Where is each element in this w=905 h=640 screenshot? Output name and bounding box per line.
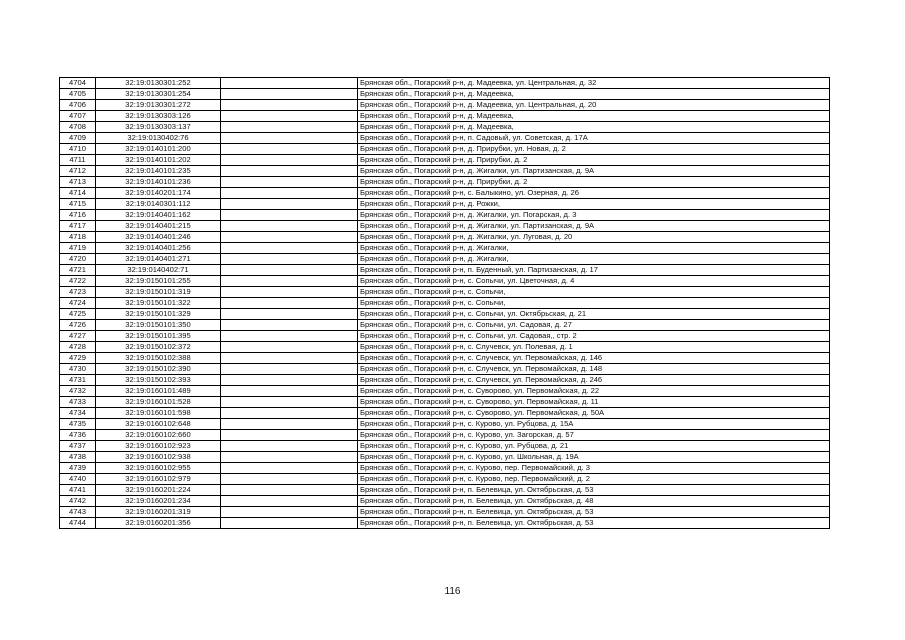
empty-cell — [221, 166, 358, 177]
address-cell: Брянская обл., Погарский р-н, с. Курово, пер. Первомайский, д. 2 — [358, 474, 830, 485]
address-cell: Брянская обл., Погарский р-н, д. Прирубки, д. 2 — [358, 177, 830, 188]
table-row — [60, 254, 830, 265]
table-row — [60, 386, 830, 397]
table-row — [60, 265, 830, 276]
address-cell: Брянская обл., Погарский р-н, с. Курово, ул. Рубцова, д. 21 — [358, 441, 830, 452]
table-row — [60, 243, 830, 254]
cadastral-number-cell: 32:19:0140301:112 — [96, 199, 221, 210]
cadastral-number-cell: 32:19:0160102:938 — [96, 452, 221, 463]
address-cell: Брянская обл., Погарский р-н, с. Курово, ул. Загорская, д. 57 — [358, 430, 830, 441]
table-row — [60, 353, 830, 364]
empty-cell — [221, 232, 358, 243]
address-cell: Брянская обл., Погарский р-н, д. Мадеевка, ул. Центральная, д. 32 — [358, 78, 830, 89]
table-row — [60, 452, 830, 463]
empty-cell — [221, 397, 358, 408]
address-cell: Брянская обл., Погарский р-н, с. Курово, пер. Первомайский, д. 3 — [358, 463, 830, 474]
empty-cell — [221, 133, 358, 144]
table-row — [60, 408, 830, 419]
cadastral-number-cell: 32:19:0130301:252 — [96, 78, 221, 89]
row-number-cell: 4727 — [60, 331, 96, 342]
empty-cell — [221, 463, 358, 474]
address-cell: Брянская обл., Погарский р-н, д. Мадеевка, ул. Центральная, д. 20 — [358, 100, 830, 111]
table-row — [60, 463, 830, 474]
table-row — [60, 518, 830, 529]
row-number-cell: 4717 — [60, 221, 96, 232]
address-cell: Брянская обл., Погарский р-н, п. Садовый, ул. Советская, д. 17А — [358, 133, 830, 144]
cadastral-number-cell: 32:19:0150102:388 — [96, 353, 221, 364]
address-cell: Брянская обл., Погарский р-н, д. Рожки, — [358, 199, 830, 210]
empty-cell — [221, 243, 358, 254]
cadastral-number-cell: 32:19:0160102:955 — [96, 463, 221, 474]
empty-cell — [221, 188, 358, 199]
empty-cell — [221, 177, 358, 188]
empty-cell — [221, 265, 358, 276]
cadastral-number-cell: 32:19:0140401:162 — [96, 210, 221, 221]
table-row — [60, 342, 830, 353]
empty-cell — [221, 419, 358, 430]
empty-cell — [221, 221, 358, 232]
row-number-cell: 4714 — [60, 188, 96, 199]
address-cell: Брянская обл., Погарский р-н, п. Белевица, ул. Октябрьская, д. 48 — [358, 496, 830, 507]
empty-cell — [221, 496, 358, 507]
cadastral-number-cell: 32:19:0160101:528 — [96, 397, 221, 408]
address-cell: Брянская обл., Погарский р-н, с. Случевск, ул. Первомайская, д. 246 — [358, 375, 830, 386]
table-row — [60, 474, 830, 485]
address-cell: Брянская обл., Погарский р-н, д. Мадеевка, — [358, 89, 830, 100]
address-cell: Брянская обл., Погарский р-н, д. Прирубки, ул. Новая, д. 2 — [358, 144, 830, 155]
table-row — [60, 419, 830, 430]
address-cell: Брянская обл., Погарский р-н, д. Жигалки, ул. Партизанская, д. 9А — [358, 166, 830, 177]
row-number-cell: 4738 — [60, 452, 96, 463]
row-number-cell: 4709 — [60, 133, 96, 144]
row-number-cell: 4715 — [60, 199, 96, 210]
row-number-cell: 4732 — [60, 386, 96, 397]
empty-cell — [221, 111, 358, 122]
empty-cell — [221, 485, 358, 496]
cadastral-number-cell: 32:19:0150102:372 — [96, 342, 221, 353]
address-cell: Брянская обл., Погарский р-н, д. Жигалки, — [358, 254, 830, 265]
empty-cell — [221, 430, 358, 441]
address-cell: Брянская обл., Погарский р-н, с. Курово, ул. Школьная, д. 19А — [358, 452, 830, 463]
row-number-cell: 4713 — [60, 177, 96, 188]
page-number: 116 — [444, 586, 461, 597]
table-row — [60, 507, 830, 518]
cadastral-number-cell: 32:19:0160201:356 — [96, 518, 221, 529]
row-number-cell: 4718 — [60, 232, 96, 243]
row-number-cell: 4736 — [60, 430, 96, 441]
address-cell: Брянская обл., Погарский р-н, с. Сопычи, ул. Октябрьская, д. 21 — [358, 309, 830, 320]
empty-cell — [221, 507, 358, 518]
cadastral-number-cell: 32:19:0150101:395 — [96, 331, 221, 342]
row-number-cell: 4740 — [60, 474, 96, 485]
empty-cell — [221, 331, 358, 342]
cadastral-number-cell: 32:19:0140402:71 — [96, 265, 221, 276]
address-cell: Брянская обл., Погарский р-н, д. Жигалки, ул. Партизанская, д. 9А — [358, 221, 830, 232]
cadastral-number-cell: 32:19:0140101:202 — [96, 155, 221, 166]
table-row — [60, 122, 830, 133]
address-cell: Брянская обл., Погарский р-н, с. Суворово, ул. Первомайская, д. 22 — [358, 386, 830, 397]
table-row — [60, 155, 830, 166]
address-cell: Брянская обл., Погарский р-н, с. Случевск, ул. Первомайская, д. 146 — [358, 353, 830, 364]
registry-table-body — [60, 78, 830, 529]
row-number-cell: 4734 — [60, 408, 96, 419]
cadastral-number-cell: 32:19:0140401:215 — [96, 221, 221, 232]
row-number-cell: 4744 — [60, 518, 96, 529]
table-row — [60, 111, 830, 122]
empty-cell — [221, 474, 358, 485]
address-cell: Брянская обл., Погарский р-н, п. Белевица, ул. Октябрьская, д. 53 — [358, 485, 830, 496]
row-number-cell: 4721 — [60, 265, 96, 276]
table-row — [60, 166, 830, 177]
cadastral-number-cell: 32:19:0140101:236 — [96, 177, 221, 188]
table-row — [60, 78, 830, 89]
empty-cell — [221, 298, 358, 309]
row-number-cell: 4729 — [60, 353, 96, 364]
table-row — [60, 485, 830, 496]
cadastral-number-cell: 32:19:0130402:76 — [96, 133, 221, 144]
cadastral-number-cell: 32:19:0140101:235 — [96, 166, 221, 177]
address-cell: Брянская обл., Погарский р-н, д. Прирубки, д. 2 — [358, 155, 830, 166]
cadastral-number-cell: 32:19:0160102:660 — [96, 430, 221, 441]
empty-cell — [221, 78, 358, 89]
cadastral-number-cell: 32:19:0160101:598 — [96, 408, 221, 419]
cadastral-number-cell: 32:19:0160102:648 — [96, 419, 221, 430]
cadastral-number-cell: 32:19:0140101:200 — [96, 144, 221, 155]
row-number-cell: 4724 — [60, 298, 96, 309]
row-number-cell: 4716 — [60, 210, 96, 221]
row-number-cell: 4711 — [60, 155, 96, 166]
table-row — [60, 320, 830, 331]
row-number-cell: 4719 — [60, 243, 96, 254]
address-cell: Брянская обл., Погарский р-н, с. Случевск, ул. Первомайская, д. 148 — [358, 364, 830, 375]
row-number-cell: 4722 — [60, 276, 96, 287]
row-number-cell: 4708 — [60, 122, 96, 133]
address-cell: Брянская обл., Погарский р-н, с. Случевск, ул. Полевая, д. 1 — [358, 342, 830, 353]
cadastral-number-cell: 32:19:0150101:319 — [96, 287, 221, 298]
cadastral-number-cell: 32:19:0150102:393 — [96, 375, 221, 386]
empty-cell — [221, 199, 358, 210]
cadastral-number-cell: 32:19:0150101:322 — [96, 298, 221, 309]
cadastral-number-cell: 32:19:0130303:126 — [96, 111, 221, 122]
empty-cell — [221, 342, 358, 353]
address-cell: Брянская обл., Погарский р-н, с. Сопычи, ул. Садовая, д. 27 — [358, 320, 830, 331]
cadastral-number-cell: 32:19:0130301:272 — [96, 100, 221, 111]
cadastral-number-cell: 32:19:0150101:255 — [96, 276, 221, 287]
address-cell: Брянская обл., Погарский р-н, с. Сопычи, ул. Цветочная, д. 4 — [358, 276, 830, 287]
address-cell: Брянская обл., Погарский р-н, с. Суворово, ул. Первомайская, д. 50А — [358, 408, 830, 419]
cadastral-number-cell: 32:19:0150101:350 — [96, 320, 221, 331]
empty-cell — [221, 408, 358, 419]
address-cell: Брянская обл., Погарский р-н, с. Сопычи, ул. Садовая,, стр. 2 — [358, 331, 830, 342]
table-row — [60, 397, 830, 408]
address-cell: Брянская обл., Погарский р-н, п. Белевица, ул. Октябрьская, д. 53 — [358, 507, 830, 518]
cadastral-number-cell: 32:19:0160102:979 — [96, 474, 221, 485]
row-number-cell: 4705 — [60, 89, 96, 100]
empty-cell — [221, 320, 358, 331]
row-number-cell: 4742 — [60, 496, 96, 507]
table-row — [60, 331, 830, 342]
cadastral-number-cell: 32:19:0130303:137 — [96, 122, 221, 133]
cadastral-number-cell: 32:19:0160201:234 — [96, 496, 221, 507]
table-row — [60, 298, 830, 309]
cadastral-number-cell: 32:19:0130301:254 — [96, 89, 221, 100]
table-row — [60, 430, 830, 441]
row-number-cell: 4735 — [60, 419, 96, 430]
table-row — [60, 276, 830, 287]
property-registry-table — [59, 77, 830, 529]
row-number-cell: 4733 — [60, 397, 96, 408]
cadastral-number-cell: 32:19:0140401:246 — [96, 232, 221, 243]
cadastral-number-cell: 32:19:0150101:329 — [96, 309, 221, 320]
empty-cell — [221, 210, 358, 221]
table-row — [60, 364, 830, 375]
table-row — [60, 188, 830, 199]
row-number-cell: 4720 — [60, 254, 96, 265]
row-number-cell: 4723 — [60, 287, 96, 298]
row-number-cell: 4731 — [60, 375, 96, 386]
address-cell: Брянская обл., Погарский р-н, с. Сопычи, — [358, 298, 830, 309]
row-number-cell: 4730 — [60, 364, 96, 375]
row-number-cell: 4710 — [60, 144, 96, 155]
row-number-cell: 4707 — [60, 111, 96, 122]
row-number-cell: 4726 — [60, 320, 96, 331]
table-row — [60, 133, 830, 144]
empty-cell — [221, 441, 358, 452]
empty-cell — [221, 287, 358, 298]
cadastral-number-cell: 32:19:0160201:224 — [96, 485, 221, 496]
empty-cell — [221, 386, 358, 397]
table-row — [60, 309, 830, 320]
address-cell: Брянская обл., Погарский р-н, д. Жигалки, ул. Луговая, д. 20 — [358, 232, 830, 243]
table-row — [60, 210, 830, 221]
address-cell: Брянская обл., Погарский р-н, с. Суворово, ул. Первомайская, д. 11 — [358, 397, 830, 408]
empty-cell — [221, 364, 358, 375]
address-cell: Брянская обл., Погарский р-н, д. Жигалки, ул. Погарская, д. 3 — [358, 210, 830, 221]
cadastral-number-cell: 32:19:0160101:489 — [96, 386, 221, 397]
address-cell: Брянская обл., Погарский р-н, д. Жигалки, — [358, 243, 830, 254]
address-cell: Брянская обл., Погарский р-н, п. Буденный, ул. Партизанская, д. 17 — [358, 265, 830, 276]
empty-cell — [221, 89, 358, 100]
address-cell: Брянская обл., Погарский р-н, с. Курово, ул. Рубцова, д. 15А — [358, 419, 830, 430]
table-row — [60, 177, 830, 188]
empty-cell — [221, 122, 358, 133]
table-row — [60, 100, 830, 111]
row-number-cell: 4743 — [60, 507, 96, 518]
row-number-cell: 4704 — [60, 78, 96, 89]
empty-cell — [221, 155, 358, 166]
address-cell: Брянская обл., Погарский р-н, с. Балыкино, ул. Озерная, д. 26 — [358, 188, 830, 199]
empty-cell — [221, 254, 358, 265]
table-row — [60, 199, 830, 210]
empty-cell — [221, 353, 358, 364]
empty-cell — [221, 276, 358, 287]
cadastral-number-cell: 32:19:0150102:390 — [96, 364, 221, 375]
table-row — [60, 232, 830, 243]
cadastral-number-cell: 32:19:0140401:256 — [96, 243, 221, 254]
table-row — [60, 144, 830, 155]
row-number-cell: 4737 — [60, 441, 96, 452]
cadastral-number-cell: 32:19:0140201:174 — [96, 188, 221, 199]
row-number-cell: 4712 — [60, 166, 96, 177]
empty-cell — [221, 144, 358, 155]
empty-cell — [221, 309, 358, 320]
address-cell: Брянская обл., Погарский р-н, п. Белевица, ул. Октябрьская, д. 53 — [358, 518, 830, 529]
cadastral-number-cell: 32:19:0160201:319 — [96, 507, 221, 518]
address-cell: Брянская обл., Погарский р-н, с. Сопычи, — [358, 287, 830, 298]
address-cell: Брянская обл., Погарский р-н, д. Мадеевка, — [358, 111, 830, 122]
row-number-cell: 4741 — [60, 485, 96, 496]
address-cell: Брянская обл., Погарский р-н, д. Мадеевка, — [358, 122, 830, 133]
empty-cell — [221, 375, 358, 386]
row-number-cell: 4725 — [60, 309, 96, 320]
table-row — [60, 221, 830, 232]
row-number-cell: 4739 — [60, 463, 96, 474]
empty-cell — [221, 518, 358, 529]
table-row — [60, 287, 830, 298]
cadastral-number-cell: 32:19:0160102:923 — [96, 441, 221, 452]
cadastral-number-cell: 32:19:0140401:271 — [96, 254, 221, 265]
row-number-cell: 4706 — [60, 100, 96, 111]
table-row — [60, 441, 830, 452]
table-row — [60, 375, 830, 386]
table-row — [60, 89, 830, 100]
row-number-cell: 4728 — [60, 342, 96, 353]
table-row — [60, 496, 830, 507]
empty-cell — [221, 452, 358, 463]
empty-cell — [221, 100, 358, 111]
